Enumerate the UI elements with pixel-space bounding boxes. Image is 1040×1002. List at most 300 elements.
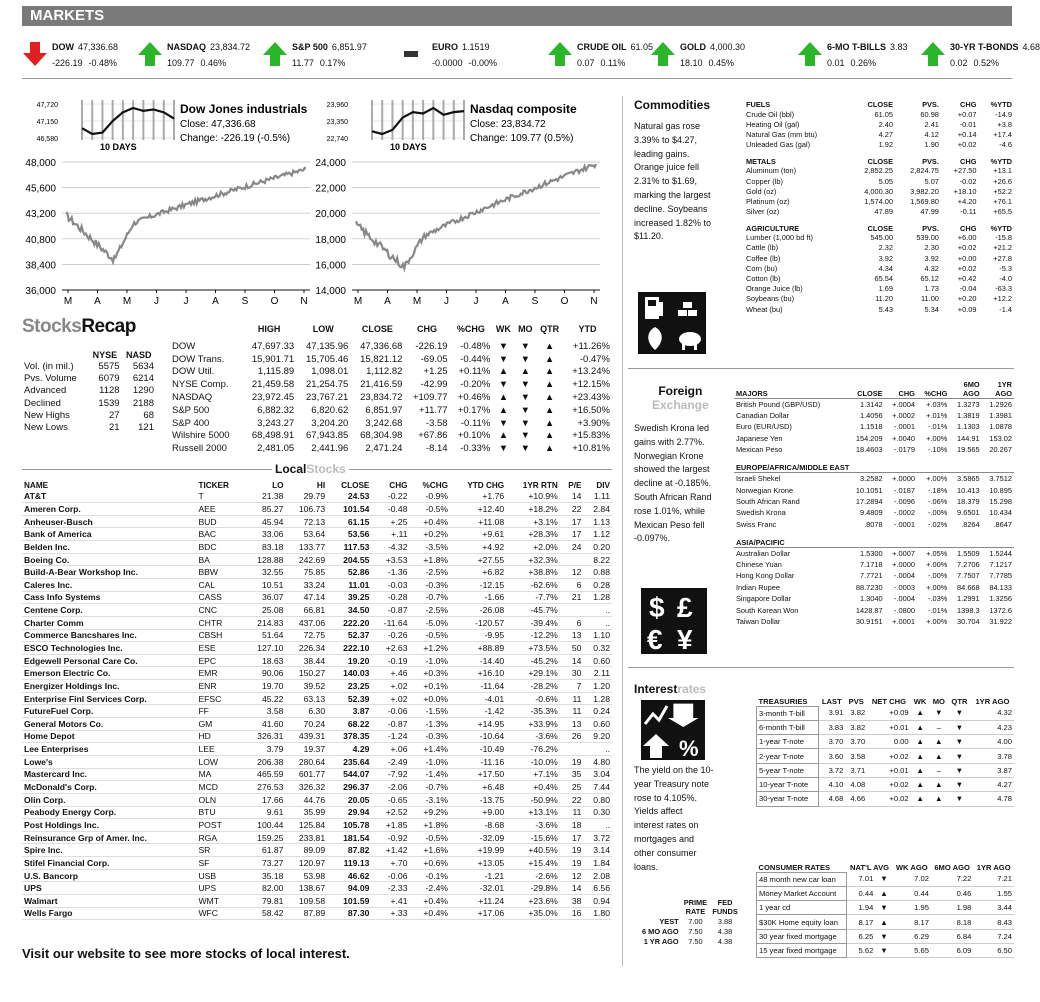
nyse-nasd-table [22, 350, 156, 434]
cell-value: +6.00 [957, 233, 977, 243]
cell-value: 1.2991 [957, 594, 980, 604]
cell-value: 4,000.30 [864, 186, 894, 196]
cell-value: 0.32 [583, 642, 612, 655]
cell-value: 4.12 [924, 129, 939, 139]
trend-arrow: ▼ [948, 792, 971, 806]
cell-value: +11.24 [450, 895, 506, 908]
cell-value: 1.3273 [957, 399, 980, 409]
cell-value: 6,851.97 [365, 404, 403, 416]
markets-title: MARKETS [30, 7, 105, 24]
cell-value: -0.65 [371, 793, 409, 806]
ticker-item [920, 38, 1040, 74]
ticker-label: DOW [52, 42, 74, 52]
commodities-title: Commodities [634, 98, 711, 112]
trend-arrow: ▲ [544, 417, 555, 429]
column-header: CLOSE [867, 100, 894, 109]
mini-tick-label: 23,960 [326, 102, 348, 109]
row-label: Vol. (in mil.) [24, 360, 74, 372]
cell-value: 127.10 [244, 642, 286, 655]
trend-arrow: ▲ [930, 749, 948, 763]
cell-value: 61.15 [327, 515, 371, 528]
cell-value: 21 [560, 591, 584, 604]
column-header: CLOSE [361, 324, 393, 334]
trend-arrow: ▼ [520, 430, 531, 442]
cell-value: +0.1% [410, 680, 451, 693]
cell-value: 23,972.45 [251, 392, 295, 404]
month-label: S [531, 296, 539, 307]
table-row [734, 410, 1014, 421]
change-label: Change: -226.19 (-0.5%) [180, 133, 291, 144]
cell-value: +0.4% [410, 515, 451, 528]
y-tick-label: 20,000 [315, 209, 346, 221]
cell-value: +.0002 [892, 411, 915, 421]
cell-value: 2.40 [878, 119, 894, 129]
group-name: FUELS [746, 100, 771, 109]
table-row [744, 119, 1014, 129]
cell-value: +1.2% [410, 642, 451, 655]
cell-value: 3.92 [924, 253, 939, 263]
index-name: NYSE Comp. [172, 379, 229, 391]
index-name: NASDAQ [172, 392, 213, 404]
cell-value: 27 [108, 409, 120, 421]
ticker-chg: -0.0000 [432, 58, 463, 68]
cell-value: 47,697.33 [251, 340, 295, 352]
table-row [170, 430, 612, 443]
cell-value: 1.5509 [957, 548, 980, 558]
cell-value: 1.73 [924, 284, 939, 294]
cell-value: -2.5% [410, 604, 451, 617]
column-header: CLOSE [867, 156, 894, 166]
cell-value: 6.56 [583, 882, 612, 895]
index-name: S&P 500 [172, 404, 210, 416]
column-header: WK [495, 324, 511, 334]
cell-value: -0.5% [410, 831, 451, 844]
cell-value: 3.70 [845, 735, 867, 749]
cell-value: 153.02 [989, 433, 1012, 443]
cell-value: 1.12 [583, 528, 612, 541]
stock-name: Lee Enterprises [22, 743, 196, 756]
stock-ticker: USB [196, 869, 243, 882]
cell-value: 15,705.46 [306, 353, 349, 365]
cell-value: +.0000 [892, 559, 915, 569]
column-header: DIV [596, 481, 610, 490]
cell-value: 45.94 [244, 515, 286, 528]
cell-value: 12 [560, 869, 584, 882]
cell-value: -1.5% [410, 705, 451, 718]
arrow-up-icon [920, 41, 946, 67]
column-header: %YTD [990, 100, 1012, 109]
ir-title-a: Interest [634, 682, 678, 696]
column-header: YTD [578, 324, 597, 334]
cell-value: 38 [560, 895, 584, 908]
ticker-item [262, 38, 382, 74]
cell-value: +67.86 [418, 430, 448, 442]
cell-value: -1.36 [371, 566, 409, 579]
stock-name: Energizer Holdings Inc. [22, 680, 196, 693]
group-header [734, 530, 1014, 548]
table-row [734, 582, 1014, 593]
cell-value: -0.22 [371, 490, 409, 503]
cell-value: +16.50% [572, 404, 610, 416]
cell-value: +109.77 [412, 392, 448, 404]
cell-value: -0.6% [506, 692, 560, 705]
table-row [22, 793, 612, 806]
currency-name: Australian Dollar [736, 548, 791, 558]
local-title-b: Stocks [306, 462, 346, 476]
currency-name: Swedish Krona [736, 508, 786, 518]
y-tick-label: 16,000 [315, 260, 346, 272]
month-label: O [270, 296, 279, 307]
commodity-name: Aluminum (ton) [746, 166, 797, 176]
table-header [170, 318, 612, 340]
cell-value: 1.1303 [957, 422, 980, 432]
cell-value: +.05% [926, 548, 948, 558]
column-header: LAST [821, 697, 842, 706]
column-header: QTR [951, 697, 968, 706]
cell-value: 35.99 [285, 806, 327, 819]
ticker-change [827, 58, 882, 68]
month-label: S [241, 296, 249, 307]
cell-value: -1.66 [450, 591, 506, 604]
cell-value: 52.37 [327, 629, 371, 642]
cell-value: 3.58 [845, 749, 867, 763]
stock-ticker: HD [196, 730, 243, 743]
table-row [170, 442, 612, 455]
commodity-name: Corn (bu) [746, 263, 778, 273]
cell-value: -10.49 [450, 743, 506, 756]
table-header [22, 481, 612, 490]
cell-value: +65.5 [993, 207, 1012, 217]
table-row [22, 806, 612, 819]
cell-value: +.46 [371, 667, 409, 680]
column-header: NAME [24, 481, 49, 490]
cell-value: 15,821.12 [360, 353, 403, 365]
table-row [757, 777, 1015, 791]
cell-value: -12.2% [506, 629, 560, 642]
cell-value: 32.55 [244, 566, 286, 579]
cell-value: 439.31 [285, 730, 327, 743]
cell-value: 437.06 [285, 616, 327, 629]
cell-value: 2.84 [583, 503, 612, 516]
nasdaq-chart [312, 96, 610, 308]
cell-value: 3.87 [971, 763, 1014, 777]
cell-value: -.0002 [893, 508, 915, 518]
stock-ticker: CASS [196, 591, 243, 604]
cell-value: 4.27 [878, 129, 894, 139]
cell-value: -4.0 [999, 274, 1012, 284]
group-header [734, 380, 1014, 399]
cell-value: 30.9151 [855, 616, 883, 626]
cell-value: -5.3 [999, 263, 1012, 273]
trend-arrow: ▼ [948, 720, 971, 734]
cell-value: 7.1718 [859, 559, 883, 569]
currency-name: Singapore Dollar [736, 594, 792, 604]
cell-value: -0.28 [371, 591, 409, 604]
cell-value: -.00% [928, 508, 948, 518]
cell-value: 3.91 [818, 706, 845, 720]
table-row [22, 360, 156, 372]
cell-value: +88.89 [450, 642, 506, 655]
cell-value: 159.25 [244, 831, 286, 844]
interest-icon [641, 700, 705, 760]
cell-value: +0.42 [957, 274, 977, 284]
table-header [757, 846, 1015, 872]
cell-value: +.0004 [892, 399, 915, 409]
cell-value: 68,498.91 [251, 430, 295, 442]
cell-value: 41.60 [244, 718, 286, 731]
table-row [744, 253, 1014, 263]
blank-header [22, 350, 88, 360]
cell-value: +10.81% [572, 443, 610, 455]
trend-arrow: ▼ [875, 929, 892, 943]
group-header [734, 455, 1014, 473]
cell-value: -12.15 [450, 578, 506, 591]
cell-value: 121 [138, 422, 154, 434]
row-label: 1 YR AGO [643, 936, 679, 946]
cell-value: -62.6% [506, 578, 560, 591]
table-row [734, 547, 1014, 558]
cell-value: -0.87 [371, 718, 409, 731]
trend-arrow: ▼ [498, 417, 509, 429]
cell-value: +27.55 [450, 553, 506, 566]
ticker-label: EURO [432, 42, 459, 52]
cell-value: 1.5244 [989, 548, 1012, 558]
divider [628, 667, 1014, 668]
rate-name: 30 year fixed mortgage [757, 929, 847, 943]
column-header: PRIME RATE [683, 898, 708, 916]
cell-value: 53.98 [285, 869, 327, 882]
cell-value: 3,243.27 [257, 417, 295, 429]
cell-value: -0.19 [371, 654, 409, 667]
table-row [744, 304, 1014, 314]
cell-value: 65.54 [874, 274, 894, 284]
stock-ticker: AEE [196, 503, 243, 516]
table-row [22, 578, 612, 591]
cell-value: 1428.87 [855, 605, 883, 615]
cell-value: +.0000 [892, 474, 915, 484]
cell-value: 47.89 [874, 207, 894, 217]
cell-value: 3.82 [845, 706, 867, 720]
cell-value: 0.46 [931, 886, 973, 900]
cell-value: +0.4% [506, 781, 560, 794]
currency-name: Mexican Peso [736, 445, 783, 455]
cell-value: -39.4% [506, 616, 560, 629]
cell-value: +4.20 [957, 196, 977, 206]
cell-value: -0.7% [410, 781, 451, 794]
cell-value: 52.39 [327, 692, 371, 705]
column-header: 6MO AGO [934, 863, 970, 872]
cell-value: 544.07 [327, 768, 371, 781]
cell-value: 23,834.72 [360, 392, 403, 404]
cell-value: 280.64 [285, 755, 327, 768]
table-row [757, 792, 1015, 806]
currency-name: Norwegian Krone [736, 485, 794, 495]
stock-name: McDonald's Corp. [22, 781, 196, 794]
close-label: Close: 47,336.68 [180, 119, 256, 130]
cell-value: 17 [560, 831, 584, 844]
cell-value: -14.40 [450, 654, 506, 667]
cell-value: 276.53 [244, 781, 286, 794]
cell-value: -3.6% [506, 819, 560, 832]
cell-value: 23.25 [327, 680, 371, 693]
cell-value: +29.1% [506, 667, 560, 680]
column-header: HI [316, 481, 326, 490]
trend-arrow: ▼ [520, 404, 531, 416]
group-spacer [851, 530, 1014, 548]
cell-value: 133.77 [285, 541, 327, 554]
table-row [22, 895, 612, 908]
cell-value: +9.00 [450, 806, 506, 819]
cell-value: .8264 [961, 519, 980, 529]
ticker-change [680, 58, 740, 68]
arrow-up-icon [650, 41, 676, 67]
cell-value: 1.84 [583, 857, 612, 870]
cell-value: 29.79 [285, 490, 327, 503]
cell-value: 3.92 [878, 253, 894, 263]
cell-value: 150.27 [285, 667, 327, 680]
cell-value: 101.59 [327, 895, 371, 908]
fx-blurb: Swedish Krona led gains with 2.77%. Norwegian Krone showed the largest decline at -0.185%. South African Rand rose 1.01%, while Mexican Peso fell -0.097%. [634, 423, 712, 544]
cell-value: 1372.6 [989, 605, 1012, 615]
cell-value: 67,943.85 [306, 430, 349, 442]
cell-value: 9.4809 [859, 508, 883, 518]
cell-value: 7.02 [893, 872, 931, 886]
table-row [22, 882, 612, 895]
cell-value: +0.4% [410, 907, 451, 920]
column-header: LO [272, 481, 284, 490]
cell-value: -7.92 [371, 768, 409, 781]
cell-value: 87.89 [285, 907, 327, 920]
trend-arrow: ▼ [520, 353, 531, 365]
table-row [744, 109, 1014, 119]
trend-arrow: ▼ [498, 379, 509, 391]
cell-value: 2,824.75 [910, 166, 939, 176]
ticker-chg: 0.07 [577, 58, 595, 68]
ticker-item [797, 38, 917, 74]
stock-ticker: MA [196, 768, 243, 781]
cell-value: 3.7512 [989, 474, 1012, 484]
currency-name: South Korean Won [736, 605, 799, 615]
commodity-name: Platinum (oz) [746, 196, 790, 206]
index-name: DOW Trans. [172, 353, 225, 365]
month-label: M [63, 296, 73, 307]
stock-ticker: EPC [196, 654, 243, 667]
ticker-label: 30-YR T-BONDS [950, 42, 1019, 52]
trend-arrow: ▼ [520, 379, 531, 391]
cell-value: 1,574.00 [864, 196, 894, 206]
cell-value: +0.00 [957, 253, 977, 263]
cell-value: 61.87 [244, 844, 286, 857]
svg-text:$: $ [649, 592, 665, 623]
cell-value: +0.10% [457, 430, 491, 442]
cell-value: 7.22 [931, 872, 973, 886]
stock-name: Stifel Financial Corp. [22, 857, 196, 870]
stock-ticker: ENR [196, 680, 243, 693]
cell-value: +27.50 [953, 166, 977, 176]
cell-value: 15,901.71 [251, 353, 295, 365]
cell-value: 7.2706 [957, 559, 980, 569]
cell-value: 326.31 [244, 730, 286, 743]
column-header: CHG [960, 100, 977, 109]
cell-value: 117.53 [327, 541, 371, 554]
currency-name: Hong Kong Dollar [736, 571, 795, 581]
cell-value: -11.64 [371, 616, 409, 629]
cell-value: +.33 [371, 907, 409, 920]
cell-value: 1.5300 [859, 548, 883, 558]
stock-name: Peabody Energy Corp. [22, 806, 196, 819]
table-row [757, 720, 1015, 734]
column-header: CLOSE [867, 223, 894, 233]
table-row [22, 781, 612, 794]
cell-value: 120.97 [285, 857, 327, 870]
cell-value: +.0040 [892, 433, 915, 443]
cell-value: +.11 [371, 528, 409, 541]
ticker-pct: -0.48% [88, 58, 118, 68]
stock-ticker: WFC [196, 907, 243, 920]
cell-value: 144.91 [957, 433, 980, 443]
cell-value: 2.41 [924, 119, 939, 129]
cell-value: -.0003 [893, 582, 915, 592]
table-row [22, 642, 612, 655]
fx-title-b: Exchange [652, 398, 709, 412]
cell-value: +.02 [371, 692, 409, 705]
table-row [22, 869, 612, 882]
currency-name: Indian Rupee [736, 582, 780, 592]
column-header: %CHG [456, 324, 485, 334]
column-header: %YTD [990, 223, 1012, 233]
trend-arrow: ▲ [544, 379, 555, 391]
table-row [640, 936, 740, 946]
cell-value: 2,441.96 [311, 443, 349, 455]
cell-value: 53.64 [285, 528, 327, 541]
cell-value: 4.68 [818, 792, 845, 806]
trend-arrow: ▼ [520, 392, 531, 404]
cell-value: +1.8% [410, 819, 451, 832]
cell-value: -.01% [928, 605, 948, 615]
cell-value: 1.4056 [859, 411, 883, 421]
cell-value: 87.30 [327, 907, 371, 920]
ticker-name [950, 42, 1040, 52]
cell-value: +33.9% [506, 718, 560, 731]
cell-value: 1398.3 [957, 605, 980, 615]
cell-value: -11.64 [450, 680, 506, 693]
cell-value: 11 [560, 692, 584, 705]
table-row [744, 273, 1014, 283]
y-tick-label: 22,000 [315, 183, 346, 195]
trend-arrow: ▲ [544, 430, 555, 442]
cell-value: 33.24 [285, 578, 327, 591]
table-row [757, 886, 1015, 900]
cell-value: 58.42 [244, 907, 286, 920]
table-row [734, 433, 1014, 444]
stock-ticker: FF [196, 705, 243, 718]
cell-value: 4.34 [878, 263, 894, 273]
cell-value: +38.8% [506, 566, 560, 579]
cell-value: -0.11% [460, 417, 491, 429]
cell-value: 9.61 [244, 806, 286, 819]
cell-value: 16 [560, 907, 584, 920]
treasury-name: 30-year T-note [757, 792, 819, 806]
cell-value: 2,481.05 [257, 443, 295, 455]
cell-value: 84.668 [957, 582, 980, 592]
cell-value: -0.44% [460, 353, 491, 365]
row-label: New Lows [24, 422, 68, 434]
cell-value: 601.77 [285, 768, 327, 781]
days-label: 10 DAYS [100, 142, 137, 152]
cell-value: +.02 [371, 680, 409, 693]
trend-arrow: ▲ [498, 404, 509, 416]
fx-table [734, 380, 1014, 627]
